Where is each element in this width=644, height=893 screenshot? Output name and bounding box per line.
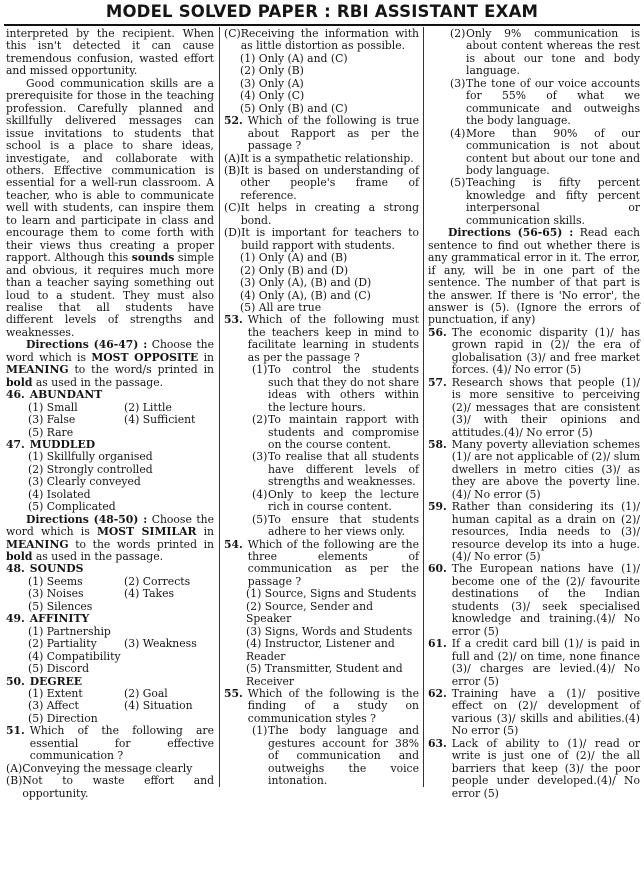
question-number: 58. [428, 437, 447, 451]
question-text: Lack of ability to (1)/ read or write is just one of (2)/ the all barriers that keep (3)/ the poor people under developed.(4)/ No error (5) [451, 736, 640, 800]
question-word: MUDDLED [29, 437, 96, 451]
statement-c [224, 28, 419, 53]
option[interactable]: (2) Partiality [28, 637, 97, 651]
directions-text: Choose the word which is [6, 338, 215, 364]
column-3 [428, 28, 640, 800]
option[interactable]: (1) Small [28, 400, 78, 414]
option-key: (3) [252, 450, 268, 464]
column-divider-2 [423, 27, 424, 787]
option[interactable] [246, 414, 419, 451]
option[interactable]: (3) Affect [28, 699, 79, 713]
passage-paragraph-2 [6, 78, 214, 340]
option-text: The tone of our voice accounts for 55% of what we communicate and outweighs the body language. [466, 76, 640, 128]
option-text: To maintain rapport with students and compromise on the course content. [268, 413, 419, 451]
statement-key: (A) [6, 761, 23, 775]
option[interactable]: (2) Only (B) [240, 64, 304, 78]
question-54 [224, 539, 419, 589]
directions-text: as used in the passage. [35, 550, 164, 564]
question-46-options [6, 402, 214, 439]
question-55-options-continued [428, 28, 640, 227]
statement-key: (B) [6, 774, 23, 788]
statement-c [224, 202, 419, 227]
statement-key: (C) [224, 27, 241, 40]
option-key: (4) [450, 126, 466, 140]
question-56 [428, 327, 640, 377]
option[interactable]: (1) Source, Signs and Students [246, 587, 417, 601]
directions-text: Choose the word which is [6, 512, 215, 539]
directions-label: Directions (46-47) : [26, 338, 148, 352]
directions-label: Directions (48-50) : [26, 512, 148, 526]
option[interactable]: (1) Only (A) and (B) [240, 251, 348, 265]
option[interactable]: (4) Only (A), (B) and (C) [240, 288, 371, 302]
option-key: (2) [252, 413, 268, 427]
question-51-options [224, 53, 419, 115]
option-text: To realise that all students have different levels of strengths and weaknesses. [268, 450, 419, 489]
option[interactable] [246, 514, 419, 539]
option[interactable] [246, 725, 419, 787]
question-text: Rather than considering its (1)/ human capital as a drain on (2)/ resources, India needs to (3)/ resource develop its into a huge.(4)/ No error (5) [451, 500, 640, 564]
option[interactable]: (3) Weakness [124, 637, 197, 651]
statement-text: Not to waste effort and opportunity. [22, 774, 214, 800]
question-number: 50. [6, 674, 25, 688]
option[interactable]: (1) Partnership [28, 624, 111, 638]
option[interactable]: (3) Only (A), (B) and (D) [240, 276, 372, 290]
statement-text: It is important for teachers to build rapport with students. [241, 226, 419, 252]
statement-d [224, 227, 419, 252]
directions-text: in [203, 350, 215, 364]
option-key: (5) [252, 512, 268, 526]
option[interactable]: (2) Corrects [124, 574, 191, 588]
option-text: The body language and gestures account for 38% of communication and outweighs the voice intonation. [268, 724, 419, 788]
option[interactable]: (5) Transmitter, Student and Receiver [246, 662, 403, 688]
option[interactable]: (2) Strongly controlled [28, 462, 153, 476]
question-number: 61. [428, 637, 447, 651]
question-63 [428, 738, 640, 800]
question-text: The economic disparity (1)/ has grown rapid in (2)/ the era of globalisation (3)/ and free market forces. (4)/ No error (5) [451, 325, 640, 377]
option[interactable]: (2) Little [124, 400, 172, 414]
option[interactable]: (1) Only (A) and (C) [240, 51, 348, 65]
statement-key: (B) [224, 163, 241, 177]
question-number: 46. [6, 388, 25, 402]
option[interactable]: (1) Extent [28, 687, 83, 701]
statement-text: It is a sympathetic relationship. [240, 151, 414, 165]
option-text: To control the students such that they do not share ideas with others within the lecture hours. [268, 363, 419, 414]
directions-emphasis: MEANING [6, 537, 69, 551]
question-number: 60. [428, 562, 447, 576]
directions-56-65 [428, 227, 640, 327]
option[interactable] [444, 128, 640, 178]
option[interactable] [246, 489, 419, 514]
question-text: Which of the following is the finding of a study on communication styles ? [247, 687, 419, 725]
option-key: (4) [252, 487, 268, 501]
question-52 [224, 115, 419, 152]
directions-emphasis: bold [6, 550, 33, 564]
question-50-options [6, 688, 214, 725]
option[interactable]: (4) Compatibility [28, 649, 121, 663]
option[interactable]: (4) Only (C) [240, 89, 305, 103]
option[interactable] [444, 177, 640, 227]
question-number: 63. [428, 736, 447, 750]
directions-text: to the word/s printed in [74, 363, 214, 377]
question-55 [224, 688, 419, 725]
question-word: DEGREE [29, 674, 83, 688]
statement-b [224, 165, 419, 202]
question-48-options [6, 576, 214, 613]
question-59 [428, 501, 640, 563]
option-text: Only to keep the lecture rich in course content. [268, 487, 419, 514]
passage-text: simple and obvious, it requires much more than a teacher saying something out loud to a student. They must also realise that all students have different levels of strengths and weaknesses. [6, 251, 214, 339]
option[interactable]: (2) Only (B) and (D) [240, 263, 349, 277]
question-number: 51. [6, 724, 25, 738]
statement-text: Conveying the message clearly [22, 761, 193, 775]
question-text: Which of the following are essential for effective communication ? [29, 724, 214, 763]
question-text: Many poverty alleviation schemes (1)/ are not applicable of (2)/ slum dwellers in metro cities (3)/ as they are above the poverty line.(4)/ No error (5) [451, 437, 640, 501]
question-word: SOUNDS [29, 562, 84, 576]
directions-46-47 [6, 339, 214, 389]
option-key: (1) [252, 724, 268, 738]
question-46 [6, 389, 214, 401]
option[interactable]: (5) Only (B) and (C) [240, 101, 348, 115]
passage-paragraph-1: interpreted by the recipient. When this isn't detected it can cause tremendous confusion, wasted effort and missed opportunity. [6, 27, 214, 78]
option[interactable]: (4) Takes [124, 587, 174, 601]
question-number: 47. [6, 437, 25, 451]
statement-text: It is based on understanding of other people's frame of reference. [240, 163, 419, 202]
option[interactable]: (5) Complicated [28, 500, 116, 514]
page-header: MODEL SOLVED PAPER : RBI ASSISTANT EXAM [105, 2, 539, 21]
question-word: AFFINITY [29, 612, 90, 626]
option[interactable]: (3) Clearly conveyed [28, 475, 141, 489]
option[interactable]: (5) Silences [28, 599, 93, 613]
directions-emphasis: MOST SIMILAR [96, 525, 197, 539]
bold-word-sounds: sounds [131, 251, 175, 265]
option[interactable]: (5) Rare [28, 425, 74, 439]
question-number: 55. [224, 687, 243, 701]
option-key: (1) [252, 363, 268, 377]
question-text: Which of the following must the teachers keep in mind to facilitate learning in students as per the passage ? [247, 313, 419, 364]
option[interactable]: (4) Sufficient [124, 413, 196, 427]
option[interactable] [246, 451, 419, 488]
option[interactable]: (1) Skillfully organised [28, 450, 153, 464]
question-52-options [224, 252, 419, 314]
option[interactable]: (3) Noises [28, 587, 84, 601]
question-58 [428, 439, 640, 501]
option-key: (3) [450, 76, 466, 90]
option[interactable] [246, 364, 419, 414]
directions-emphasis: MEANING [6, 363, 69, 377]
question-text: Research shows that people (1)/ is more sensitive to perceiving (2)/ messages that are consistent (3)/ with their opinions and attitudes.(4)/ No error (5) [451, 375, 640, 439]
question-61 [428, 638, 640, 688]
question-number: 52. [224, 114, 243, 128]
statement-key: (A) [224, 151, 241, 165]
column-1 [6, 28, 214, 800]
option[interactable] [444, 28, 640, 78]
question-51 [6, 725, 214, 762]
directions-text: as used in the passage. [35, 375, 164, 389]
directions-text: Read each sentence to find out whether there is any grammatical error in it. The error, if any, will be in one part of the sentence. The number of that part is the answer. If there is 'No error', the answer is (5). (Ignore the errors of punctuation, if any) [428, 226, 640, 327]
option-text: More than 90% of our communication is not about content but about our tone and body language. [466, 126, 640, 177]
question-number: 54. [224, 537, 243, 551]
question-53-options [224, 364, 419, 538]
option[interactable]: (4) Isolated [28, 487, 91, 501]
statement-key: (D) [224, 226, 242, 240]
statement-b [6, 775, 214, 800]
question-55-options [224, 725, 419, 787]
directions-text: in [203, 525, 215, 539]
question-number: 56. [428, 325, 447, 339]
question-text: If a credit card bill (1)/ is paid in full and (2)/ on time, none finance (3)/ charges are levied.(4)/ No error (5) [451, 637, 640, 688]
column-divider-1 [219, 27, 220, 787]
question-text: The European nations have (1)/ become one of the (2)/ favourite destinations of the Indian students (3)/ seek specialised knowledge and training.(4)/ No error (5) [451, 562, 640, 638]
option[interactable]: (3) False [28, 413, 76, 427]
option[interactable]: (1) Seems [28, 574, 83, 588]
passage-text: Good communication skills are a prerequisite for those in the teaching profession. Carefully planned and skillfully delivered messages can issue invitations to students that school is a place to share ideas, investigate, and collaborate with others. Effective communication is essential for a well-run classroom. A teacher, who is able to communicate well with students, can inspire them to learn and participate in class and encourage them to come forth with their views thus creating a proper rapport. Although this [6, 76, 214, 265]
statement-key: (C) [224, 201, 241, 215]
option[interactable]: (5) All are true [240, 300, 322, 314]
question-54-options [224, 588, 419, 688]
option[interactable]: (2) Goal [124, 687, 168, 701]
question-word: ABUNDANT [29, 388, 103, 402]
question-text: Training have a (1)/ positive effect on (2)/ development of various (3)/ skills and abilities.(4) No error (5) [451, 687, 640, 738]
column-2 [224, 28, 419, 788]
directions-emphasis: MOST OPPOSITE [91, 350, 199, 364]
statement-text: It helps in creating a strong bond. [240, 201, 419, 227]
option[interactable]: (4) Instructor, Listener and Reader [246, 637, 395, 663]
option[interactable] [444, 78, 640, 128]
option[interactable]: (3) Only (A) [240, 76, 304, 90]
option-text: Only 9% communication is about content whereas the rest is about our tone and body language. [466, 27, 640, 78]
option[interactable]: (3) Signs, Words and Students [246, 624, 413, 638]
question-number: 48. [6, 562, 25, 576]
question-number: 53. [224, 313, 243, 327]
question-text: Which of the following are the three elements of communication as per the passage ? [247, 537, 419, 588]
question-text: Which of the following is true about Rapport as per the passage ? [247, 114, 419, 153]
option[interactable]: (2) Source, Sender and Speaker [246, 599, 373, 626]
question-57 [428, 377, 640, 439]
directions-text: to the words printed in [75, 537, 214, 551]
question-number: 49. [6, 612, 25, 626]
question-49 [6, 613, 214, 625]
header-rule [4, 24, 640, 26]
directions-label: Directions (56-65) : [448, 226, 574, 240]
directions-48-50 [6, 514, 214, 564]
option-key: (5) [450, 176, 466, 190]
option[interactable]: (4) Situation [124, 699, 193, 713]
option[interactable]: (5) Direction [28, 711, 98, 725]
statement-text: Receiving the information with as little distortion as possible. [240, 27, 419, 53]
question-49-options [6, 626, 214, 676]
option[interactable]: (5) Discord [28, 662, 89, 676]
question-47-options [6, 451, 214, 513]
question-number: 59. [428, 500, 447, 514]
option-text: To ensure that students adhere to her views only. [268, 512, 419, 539]
option-key: (2) [450, 27, 466, 40]
question-number: 57. [428, 375, 447, 389]
directions-emphasis: bold [6, 375, 33, 389]
question-62 [428, 688, 640, 738]
question-53 [224, 314, 419, 364]
question-number: 62. [428, 687, 447, 701]
question-60 [428, 563, 640, 638]
option-text: Teaching is fifty percent knowledge and fifty percent interpersonal or communication skills. [466, 176, 640, 227]
